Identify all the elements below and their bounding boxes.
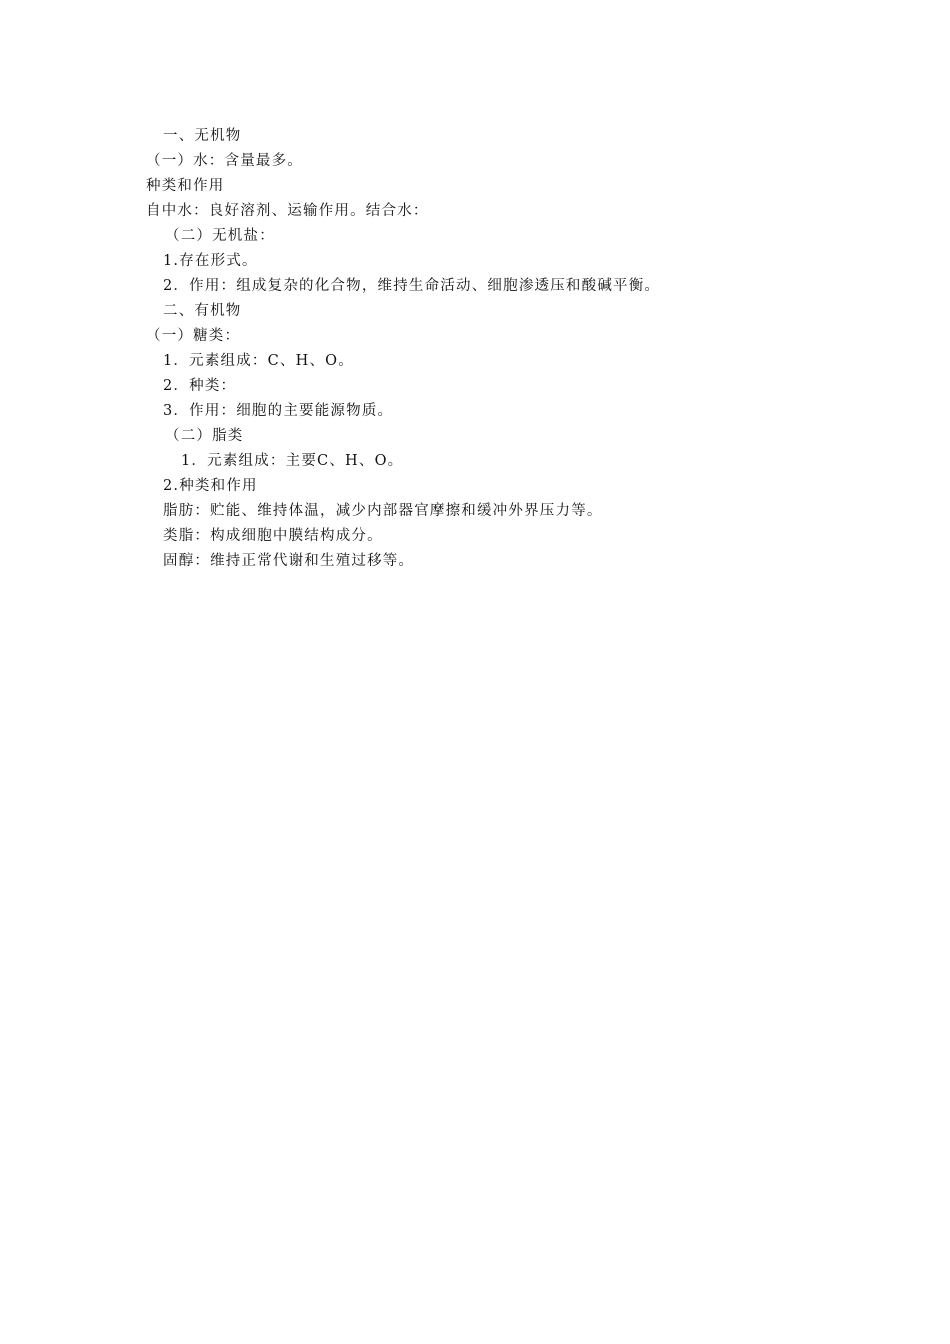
- text-sterol: 固醇：维持正常代谢和生殖过移等。: [163, 553, 415, 569]
- list-item-sugar-elements: 1．元素组成：C、H、O。: [163, 353, 354, 369]
- subheading-inorganic-salts: （二）无机盐：: [165, 228, 275, 244]
- text-types-and-functions: 种类和作用: [146, 178, 225, 194]
- list-item-lipid-types: 2.种类和作用: [163, 478, 258, 494]
- list-item-sugar-functions: 3．作用：细胞的主要能源物质。: [163, 403, 394, 419]
- list-item-salt-functions: 2．作用：组成复杂的化合物，维持生命活动、细胞渗透压和酸碱平衡。: [163, 278, 661, 294]
- subheading-sugars: （一）糖类：: [146, 328, 241, 344]
- heading-inorganic: 一、无机物: [163, 128, 242, 144]
- list-item-lipid-elements: 1．元素组成：主要C、H、O。: [181, 453, 404, 469]
- subheading-lipids: （二）脂类: [165, 428, 244, 444]
- text-fat: 脂肪：贮能、维持体温，减少内部器官摩擦和缓冲外界压力等。: [163, 503, 603, 519]
- text-lipoid: 类脂：构成细胞中膜结构成分。: [163, 528, 383, 544]
- list-item-forms: 1.存在形式。: [163, 253, 258, 269]
- list-item-sugar-types: 2．种类：: [163, 378, 237, 394]
- subheading-water: （一）水：含量最多。: [146, 153, 303, 169]
- text-free-water: 自中水：良好溶剂、运输作用。结合水：: [146, 203, 429, 219]
- heading-organic: 二、有机物: [163, 303, 242, 319]
